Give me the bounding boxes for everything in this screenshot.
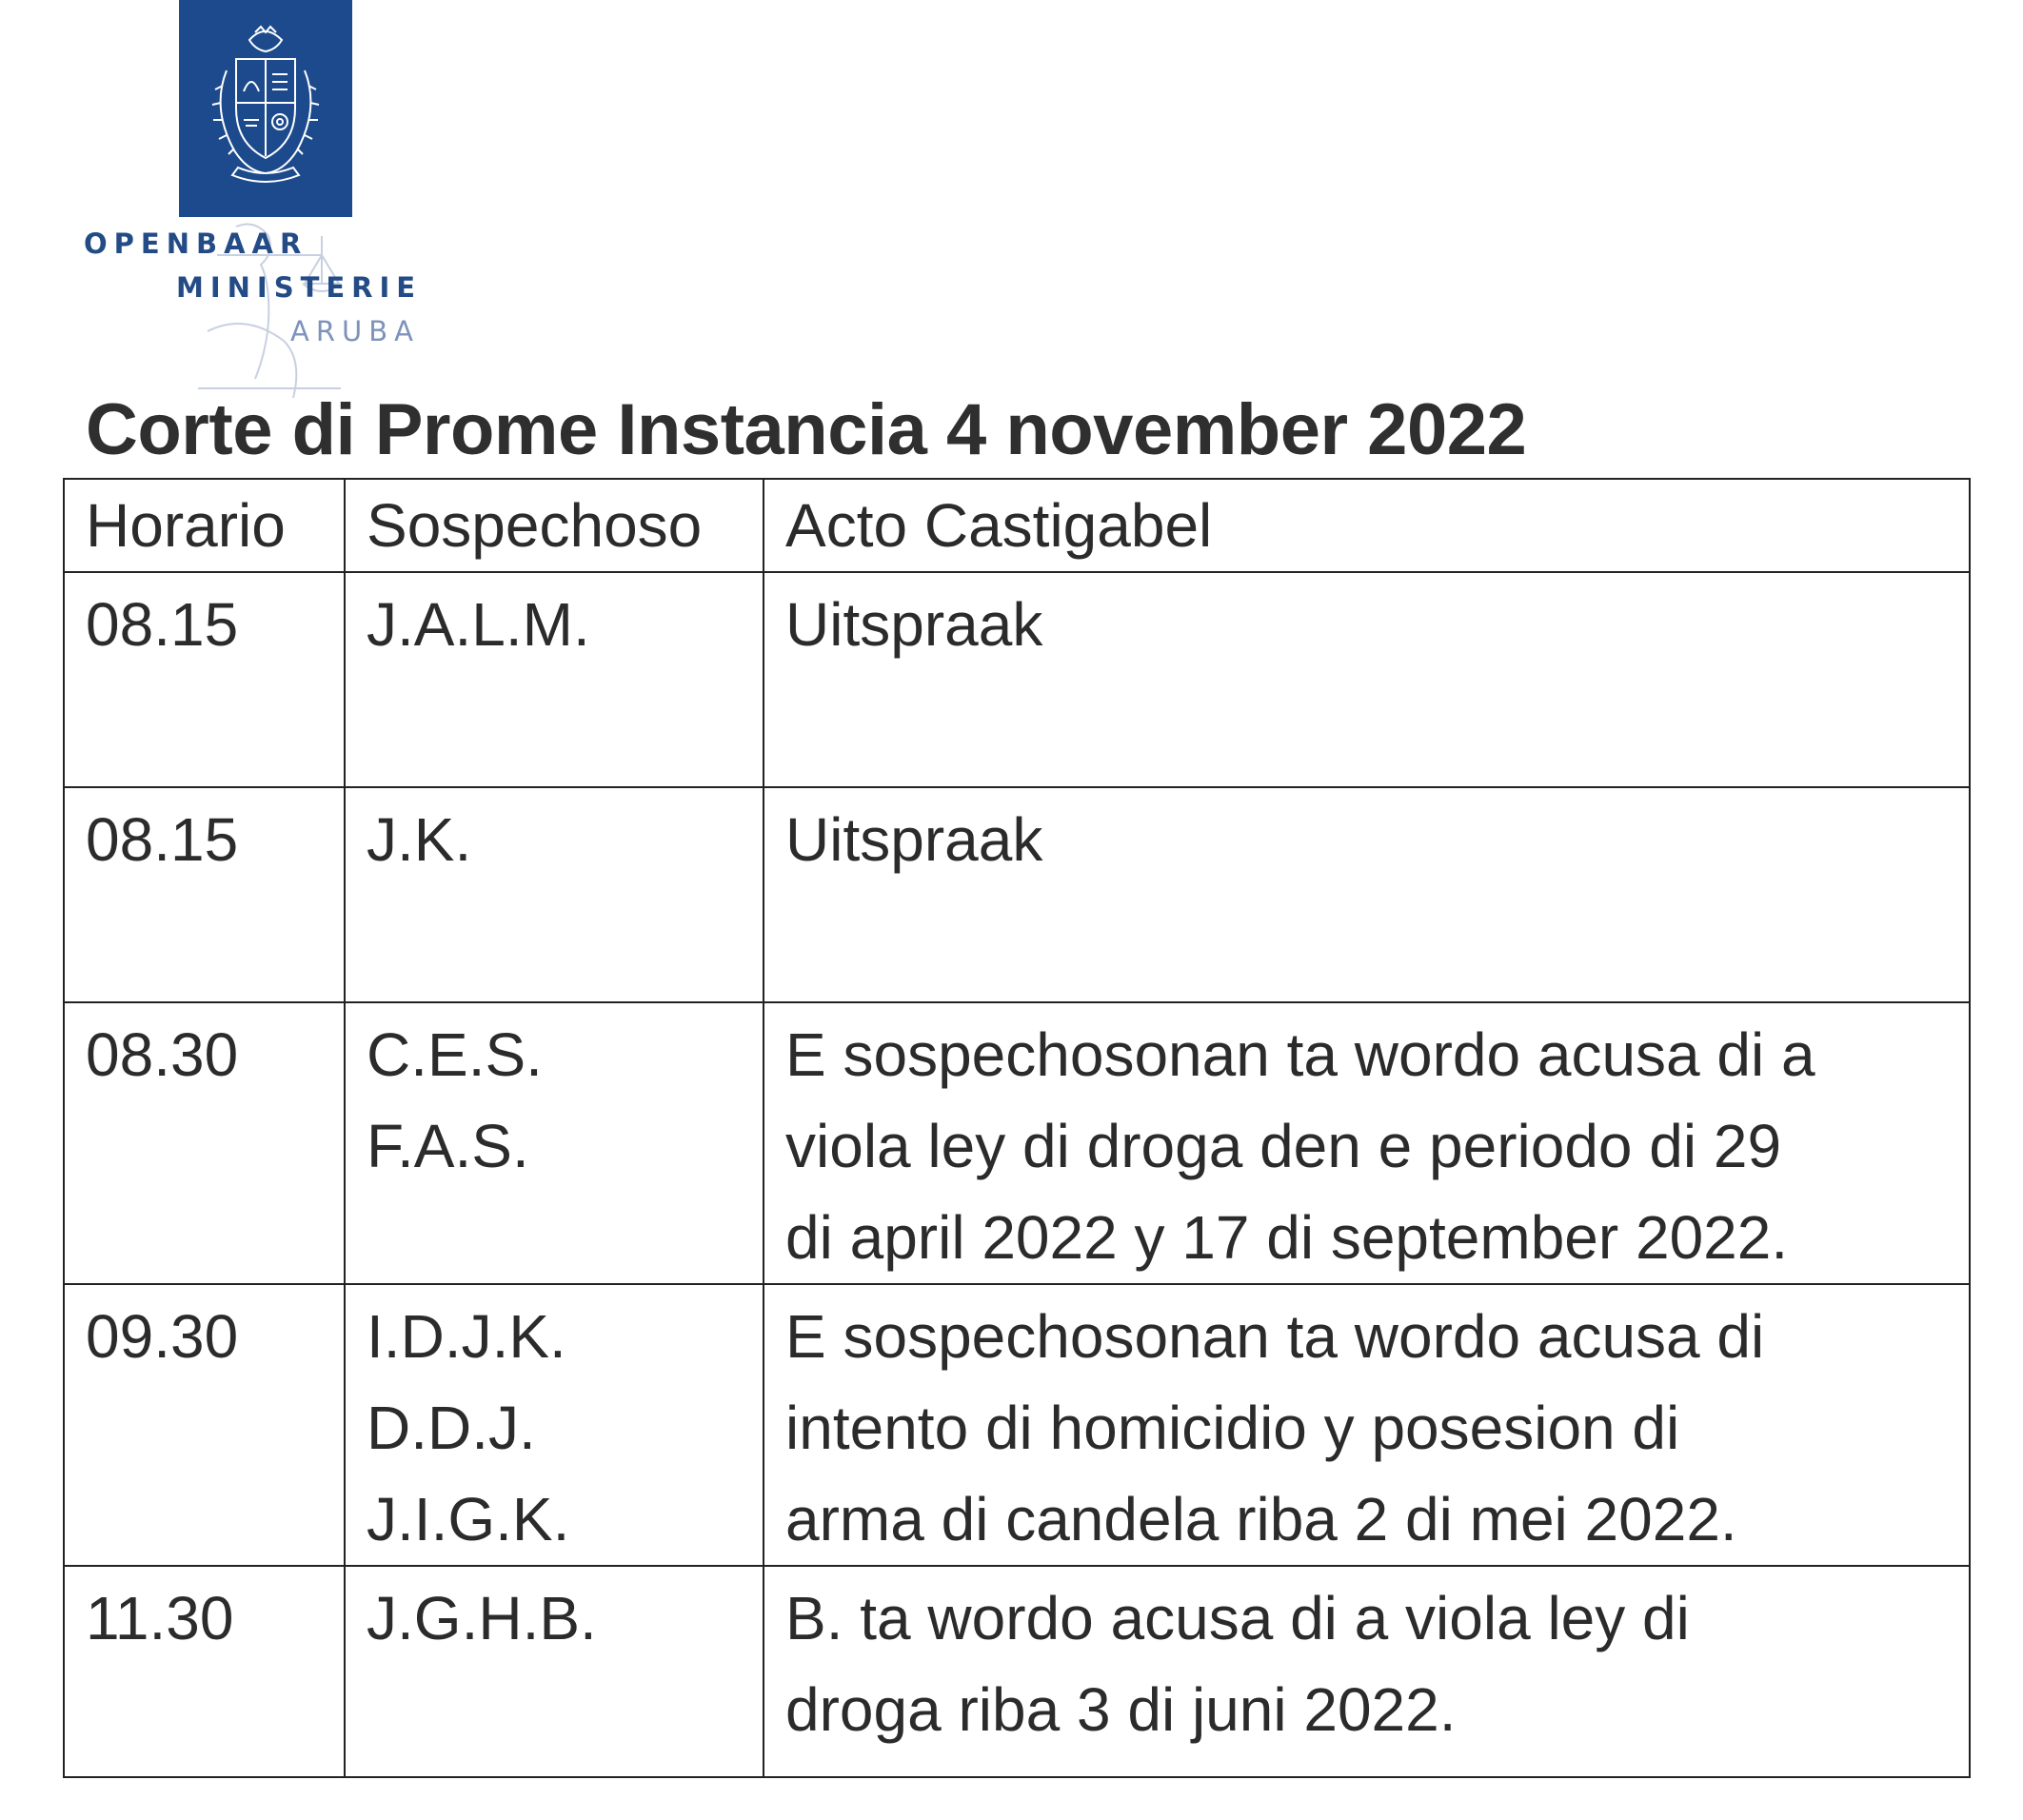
- offense-text: E sospechosonan ta wordo acusa di: [785, 1302, 1765, 1371]
- table-row: [64, 787, 1970, 1002]
- logo-text-line1: OPENBAAR: [84, 228, 308, 260]
- suspect-initials: F.A.S.: [367, 1112, 529, 1180]
- offense-text: B. ta wordo acusa di a viola ley di: [785, 1584, 1690, 1652]
- cell-sospechoso: [345, 572, 764, 787]
- offense-text: viola ley di droga den e periodo di 29: [785, 1112, 1782, 1180]
- cell-acto: [764, 1002, 1970, 1284]
- table-row: [64, 1284, 1970, 1566]
- offense-text: Uitspraak: [785, 805, 1043, 874]
- cell-acto: [764, 787, 1970, 1002]
- table-header-row: [64, 479, 1970, 572]
- cell-horario: 08.30: [64, 1002, 345, 1284]
- offense-text: intento di homicidio y posesion di: [785, 1394, 1680, 1462]
- suspect-initials: J.G.H.B.: [367, 1584, 597, 1652]
- offense-text: E sospechosonan ta wordo acusa di a: [785, 1020, 1815, 1089]
- cell-horario: 11.30: [64, 1566, 345, 1777]
- suspect-initials: I.D.J.K.: [367, 1302, 566, 1371]
- suspect-initials: J.K.: [367, 805, 472, 874]
- organization-logo: [81, 0, 481, 400]
- cell-sospechoso: [345, 1284, 764, 1566]
- page-title: Corte di Prome Instancia 4 november 2022: [86, 389, 1527, 470]
- suspect-initials: D.D.J.: [367, 1394, 536, 1462]
- column-header-sospechoso: Sospechoso: [345, 479, 764, 572]
- logo-panel: [179, 0, 352, 217]
- logo-text-line3: ARUBA: [290, 315, 420, 347]
- table-row: [64, 572, 1970, 787]
- cell-horario: 08.15: [64, 787, 345, 1002]
- column-header-horario: Horario: [64, 479, 345, 572]
- suspect-initials: C.E.S.: [367, 1020, 543, 1089]
- table-row: [64, 1566, 1970, 1777]
- cell-horario: 09.30: [64, 1284, 345, 1566]
- offense-text: di april 2022 y 17 di september 2022.: [785, 1203, 1789, 1272]
- column-header-acto: Acto Castigabel: [764, 479, 1970, 572]
- offense-text: arma di candela riba 2 di mei 2022.: [785, 1485, 1737, 1553]
- cell-acto: [764, 572, 1970, 787]
- suspect-initials: J.A.L.M.: [367, 590, 590, 659]
- offense-text: droga riba 3 di juni 2022.: [785, 1675, 1457, 1744]
- cell-acto: [764, 1284, 1970, 1566]
- cell-horario: 08.15: [64, 572, 345, 787]
- cell-sospechoso: [345, 1002, 764, 1284]
- suspect-initials: J.I.G.K.: [367, 1485, 570, 1553]
- court-schedule-table: [63, 478, 1971, 1778]
- cell-sospechoso: [345, 787, 764, 1002]
- logo-text-line2: MINISTERIE: [176, 271, 423, 304]
- coat-of-arms-icon: [179, 0, 352, 217]
- cell-acto: [764, 1566, 1970, 1777]
- cell-sospechoso: [345, 1566, 764, 1777]
- table-row: [64, 1002, 1970, 1284]
- offense-text: Uitspraak: [785, 590, 1043, 659]
